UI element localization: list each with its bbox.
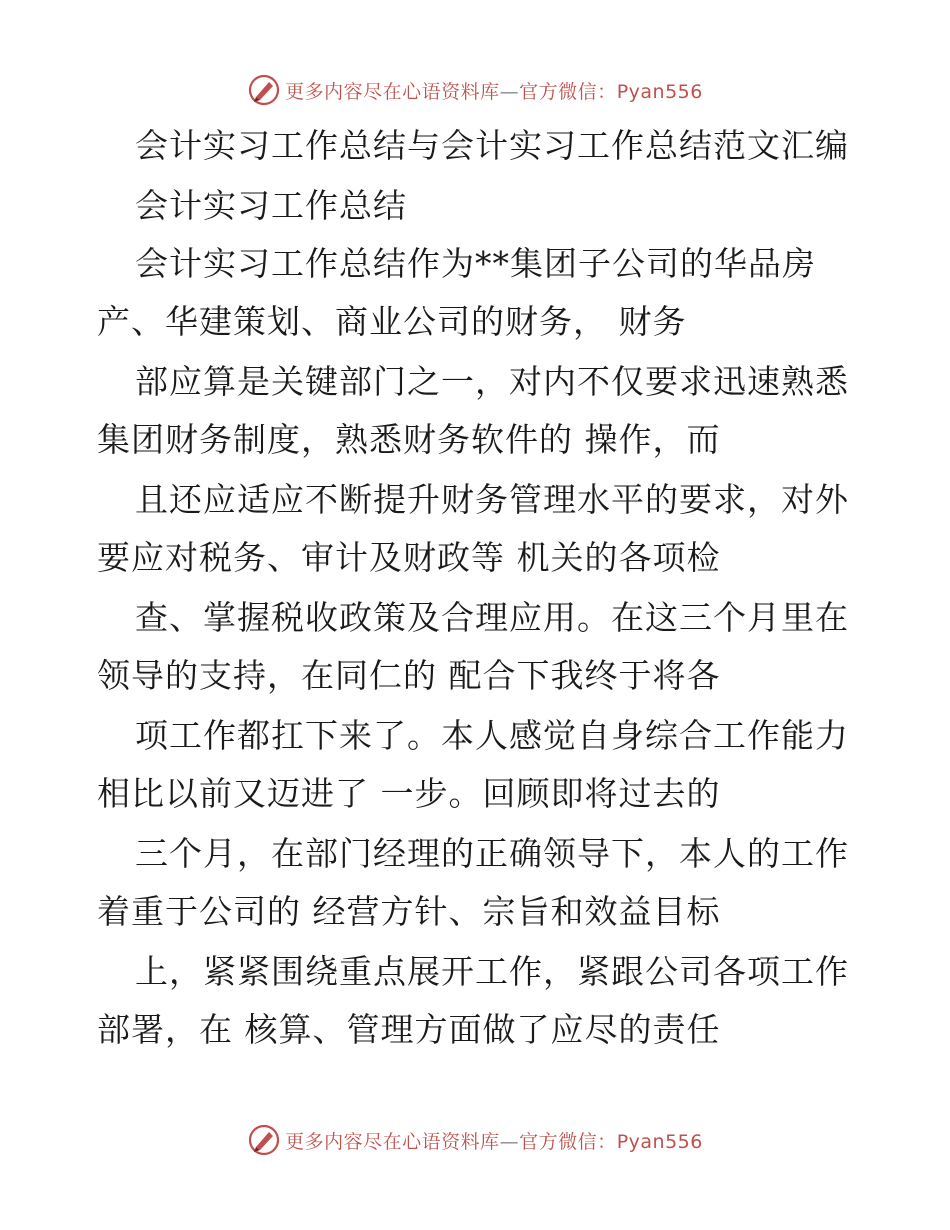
paragraph-line: 集团财务制度，熟悉财务软件的 操作，而 [97,420,721,459]
watermark-suffix: 官方微信： [519,1130,617,1153]
header-watermark [0,70,950,110]
paragraph-line: 部署，在 核算、管理方面做了应尽的责任 [97,1010,721,1049]
pen-logo-icon [247,1123,281,1157]
document-title: 会计实习工作总结与会计实习工作总结范文汇编 [135,126,849,165]
paragraph-line: 领导的支持，在同仁的 配合下我终于将各 [97,656,721,695]
watermark-suffix: 官方微信： [519,80,617,103]
watermark-prefix: 更多内容尽在心语资料库 [285,80,500,103]
paragraph-line: 产、华建策划、商业公司的财务， 财务 [97,302,687,341]
watermark-handle: Pyan556 [616,1130,703,1153]
paragraph-line: 三个月，在部门经理的正确领导下，本人的工作 [135,834,849,873]
paragraph-line: 查、掌握税收政策及合理应用。在这三个月里在 [135,598,849,637]
paragraph-line: 会计实习工作总结作为**集团子公司的华品房 [135,244,816,283]
watermark-text [285,77,703,104]
pen-logo-icon [247,73,281,107]
watermark-dash: — [499,80,520,103]
section-heading: 会计实习工作总结 [135,186,407,225]
watermark-text [285,1127,703,1154]
watermark-handle: Pyan556 [616,80,703,103]
paragraph-line: 要应对税务、审计及财政等 机关的各项检 [97,538,721,577]
watermark-prefix: 更多内容尽在心语资料库 [285,1130,500,1153]
watermark-dash: — [499,1130,520,1153]
paragraph-line: 着重于公司的 经营方针、宗旨和效益目标 [97,892,721,931]
paragraph-line: 部应算是关键部门之一，对内不仅要求迅速熟悉 [135,362,849,401]
paragraph-line: 上，紧紧围绕重点展开工作，紧跟公司各项工作 [135,952,849,991]
footer-watermark [0,1120,950,1160]
paragraph-line: 相比以前又迈进了 一步。回顾即将过去的 [97,774,721,813]
paragraph-line: 项工作都扛下来了。本人感觉自身综合工作能力 [135,716,849,755]
paragraph-line: 且还应适应不断提升财务管理水平的要求，对外 [135,480,849,519]
